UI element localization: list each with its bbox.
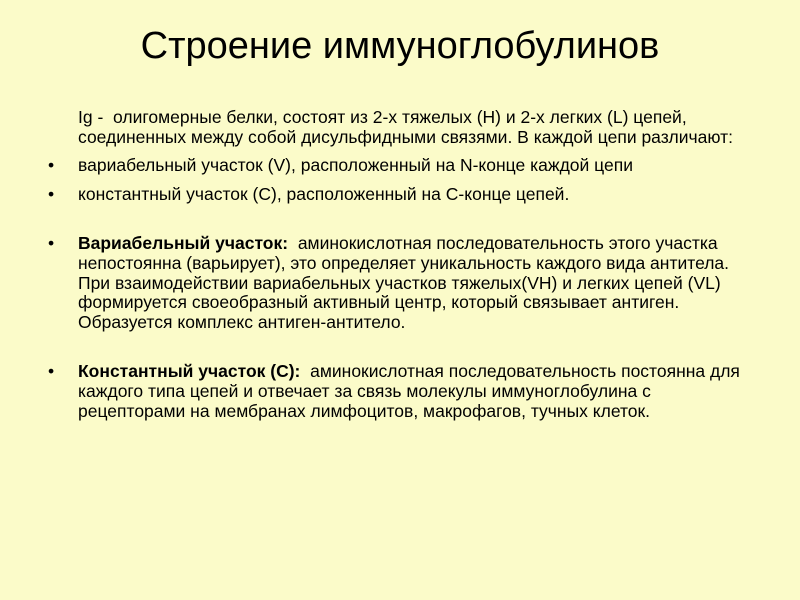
bullet-constant-region-detail — [48, 362, 760, 421]
bullet-heading: Константный участок (С): — [78, 361, 301, 382]
bullet-marker: • — [48, 155, 55, 176]
bullet-constant-region — [48, 185, 760, 205]
bullet-text: константный участок (C), расположенный на C-конце цепей. — [78, 183, 570, 204]
bullet-text: аминокислотная последовательность этого участка непостоянна (варьирует), это определяет уникальность каждого вида антитела. При взаимодействии вариабельных участков тяжелых(VH) и легких цепей (VL) формируется своеобразный активный центр, который связывает антиген. Образуется комплекс антиген-антитело. — [78, 233, 730, 332]
slide-title: Строение иммуноглобулинов — [140, 25, 660, 67]
intro-text: олигомерные белки, состоят из 2-х тяжелых (H) и 2-х легких (L) цепей, соединенных между собой дисульфидными связями. В каждой цепи различают: — [78, 107, 734, 147]
bullet-marker: • — [48, 233, 55, 254]
intro-paragraph — [48, 108, 760, 147]
bullet-text: вариабельный участок (V), расположенный на N-конце каждой цепи — [78, 155, 633, 176]
bullet-variable-region — [48, 156, 760, 176]
bullet-marker: • — [48, 361, 55, 382]
slide-body — [48, 108, 760, 421]
bullet-variable-region-detail — [48, 234, 760, 332]
bullet-heading: Вариабельный участок: — [78, 233, 289, 254]
intro-lead: Ig - — [78, 107, 104, 127]
bullet-text: аминокислотная последовательность постоянна для каждого типа цепей и отвечает за связь молекулы иммуноглобулина с рецепторами на мембранах лимфоцитов, макрофагов, тучных клеток. — [78, 361, 740, 421]
bullet-marker: • — [48, 183, 55, 204]
